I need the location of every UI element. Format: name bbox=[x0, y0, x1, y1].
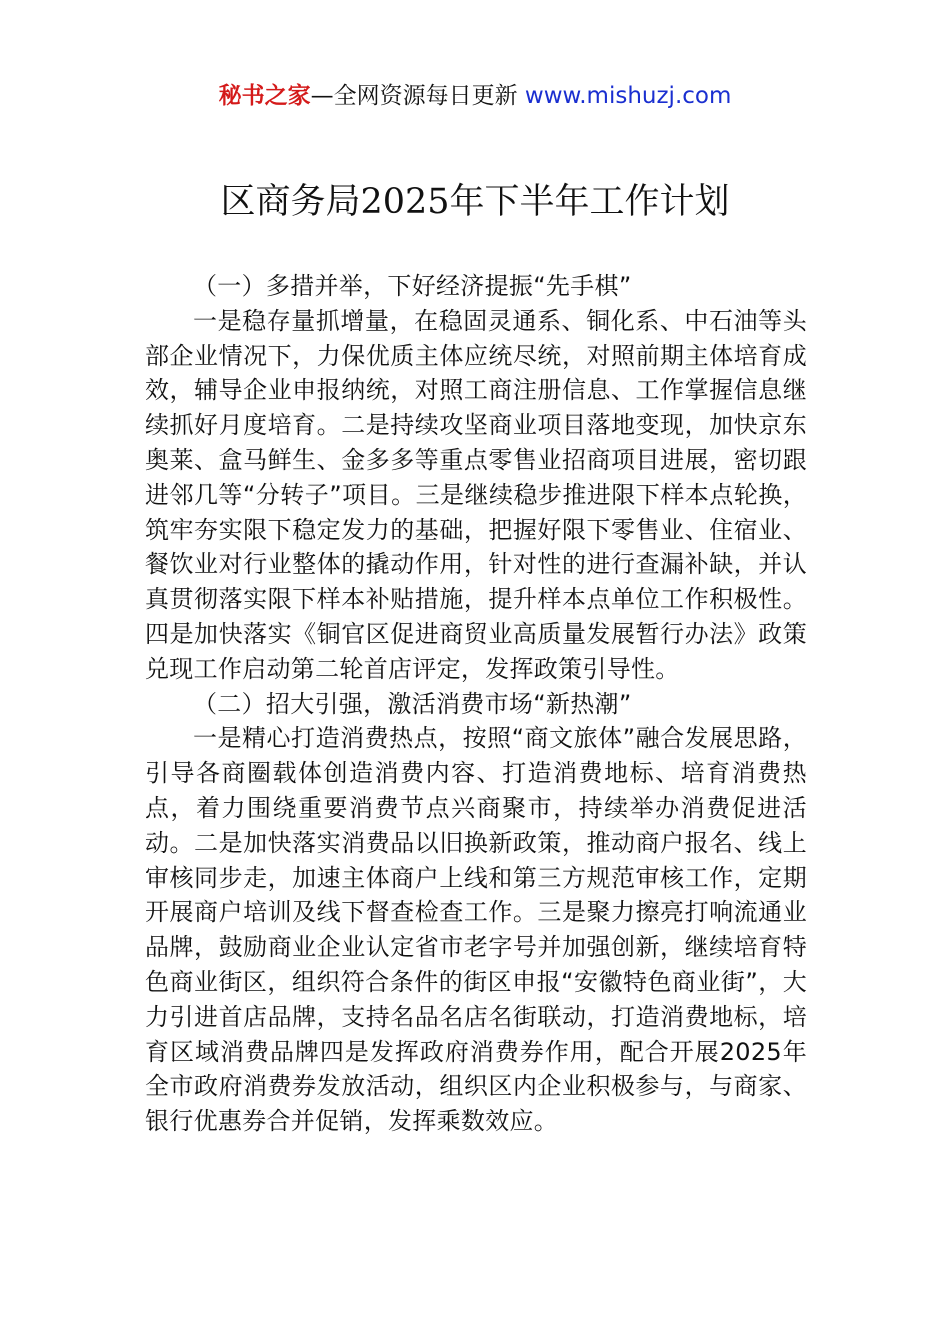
site-header bbox=[0, 80, 950, 112]
section-1-heading: （一）多措并举，下好经济提振“先手棋” bbox=[193, 272, 632, 300]
site-brand: 秘书之家 bbox=[218, 83, 311, 109]
document-title: 区商务局2025年下半年工作计划 bbox=[220, 182, 730, 222]
section-2-heading: （二）招大引强，激活消费市场“新热潮” bbox=[193, 689, 632, 718]
section-2-paragraph: 一是精心打造消费热点，按照“商文旅体”融合发展思路，引导各商圈载体创造消费内容、打造消费地标、培育消费热点，着力围绕重要消费节点兴商聚市，持续举办消费促进活动。二是加快落实消费品以旧换新政策，推动商户报名、线上审核同步走，加速主体商户上线和第三方规范审核工作，定期开展商户培训及线下督查检查工作。三是聚力擦亮打响流通业品牌，鼓励商业企业认定省市老字号并加强创新，继续培育特色商业街区，组织符合条件的街区申报“安徽特色商业街”，大力引进首店品牌，支持名品名店名街联动，打造消费地标，培育区域消费品牌四是发挥政府消费券作用，配合开展2025年全市政府消费券发放活动，组织区内企业积极参与，与商家、银行优惠券合并促销，发挥乘数效应。 bbox=[145, 724, 807, 1136]
site-tagline: —全网资源每日更新 bbox=[310, 83, 525, 109]
site-url-link[interactable]: www.mishuzj.com bbox=[524, 83, 732, 109]
section-1-paragraph: 一是稳存量抓增量，在稳固灵通系、铜化系、中石油等头部企业情况下，力保优质主体应统尽统，对照前期主体培育成效，辅导企业申报纳统，对照工商注册信息、工作掌握信息继续抓好月度培育。二是持续攻坚商业项目落地变现，加快京东奥莱、盒马鲜生、金多多等重点零售业招商项目进展，密切跟进邻几等“分转子”项目。三是继续稳步推进限下样本点轮换，筑牢夯实限下稳定发力的基础，把握好限下零售业、住宿业、餐饮业对行业整体的撬动作用，针对性的进行查漏补缺，并认真贯彻落实限下样本补贴措施，提升样本点单位工作积极性。四是加快落实《铜官区促进商贸业高质量发展暂行办法》政策兑现工作启动第二轮首店评定，发挥政策引导性。 bbox=[145, 306, 807, 683]
document-body bbox=[145, 269, 807, 1139]
